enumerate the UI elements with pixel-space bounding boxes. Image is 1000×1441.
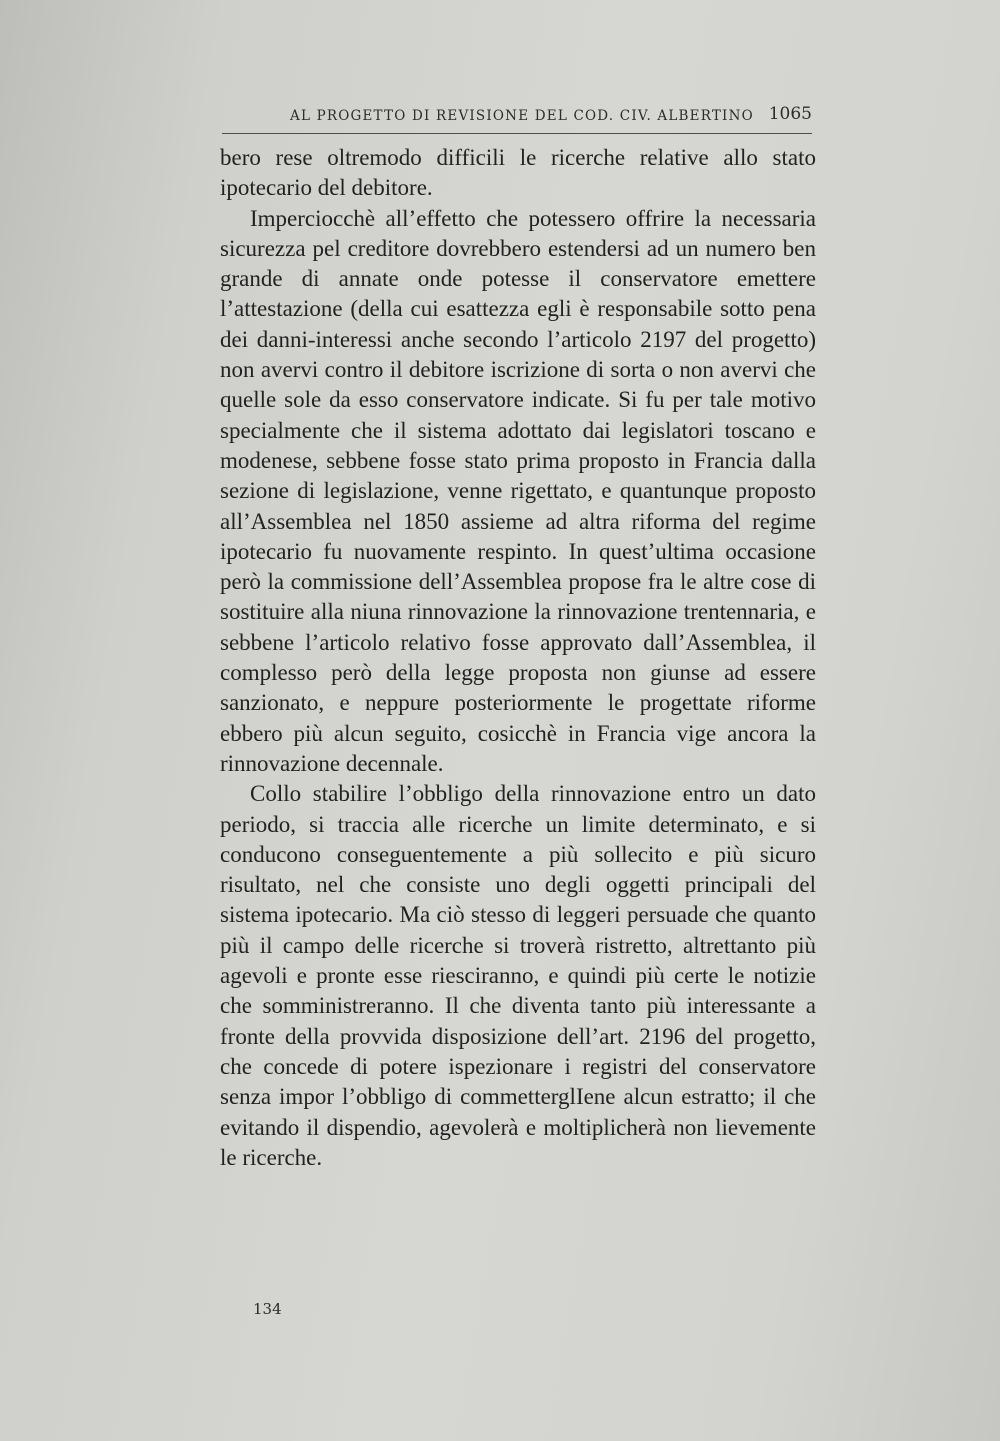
header-rule [222, 133, 812, 134]
page-number: 1065 [768, 104, 812, 124]
running-head [222, 104, 812, 132]
paragraph-continued: bero rese oltremodo difficili le ricerche relative allo stato ipotecario del debitore. [220, 145, 816, 201]
paragraph: Imperciocchè all’effetto che potessero offrire la necessaria sicurezza pel creditore dovrebbero estendersi ad un numero ben grande di annate onde potesse il conservatore emettere l’attestazione (della cui esattezza egli è responsabile sotto pena dei danni-interessi anche secondo l’articolo 2197 del progetto) non avervi contro il debitore iscrizione di sorta o non avervi che quelle sole da esso conservatore indicate. Si fu per tale motivo specialmente che il sistema adottato dai legislatori toscano e modenese, sebbene fosse stato prima proposto in Francia dalla sezione di legislazione, venne rigettato, e quantunque proposto all’Assemblea nel 1850 assieme ad altra riforma del regime ipotecario fu nuovamente respinto. In quest’ultima occasione però la commissione dell’Assemblea propose fra le altre cose di sostituire alla niuna rinnovazione la rinnovazione trentennaria, e sebbene l’articolo relativo fosse approvato dall’Assemblea, il complesso però della legge proposta non giunse ad essere sanzionato, e neppure posteriormente le progettate riforme ebbero più alcun seguito, cosicchè in Francia vige ancora la rinnovazione decennale. [220, 205, 816, 776]
paragraph: Collo stabilire l’obbligo della rinnovazione entro un dato periodo, si traccia alle ricerche un limite determinato, e si conducono conseguentemente a più sollecito e più sicuro risultato, nel che consiste uno degli oggetti principali del sistema ipotecario. Ma ciò stesso di leggeri persuade che quanto più il campo delle ricerche si troverà ristretto, altrettanto più agevoli e pronte esse riesciranno, e quindi più certe le notizie che somministreranno. Il che diventa tanto più interessante a fronte della provvida disposizione dell’art. 2196 del progetto, che concede di potere ispezionare i registri del conservatore senza impor l’obbligo di commetterglIene alcun estratto; il che evitando il dispendio, agevolerà e moltiplicherà non lievemente le ricerche. [220, 781, 816, 1170]
running-title: AL PROGETTO DI REVISIONE DEL COD. CIV. ALBERTINO [290, 108, 754, 124]
body-text [220, 143, 816, 1173]
signature-mark: 134 [253, 1300, 282, 1318]
